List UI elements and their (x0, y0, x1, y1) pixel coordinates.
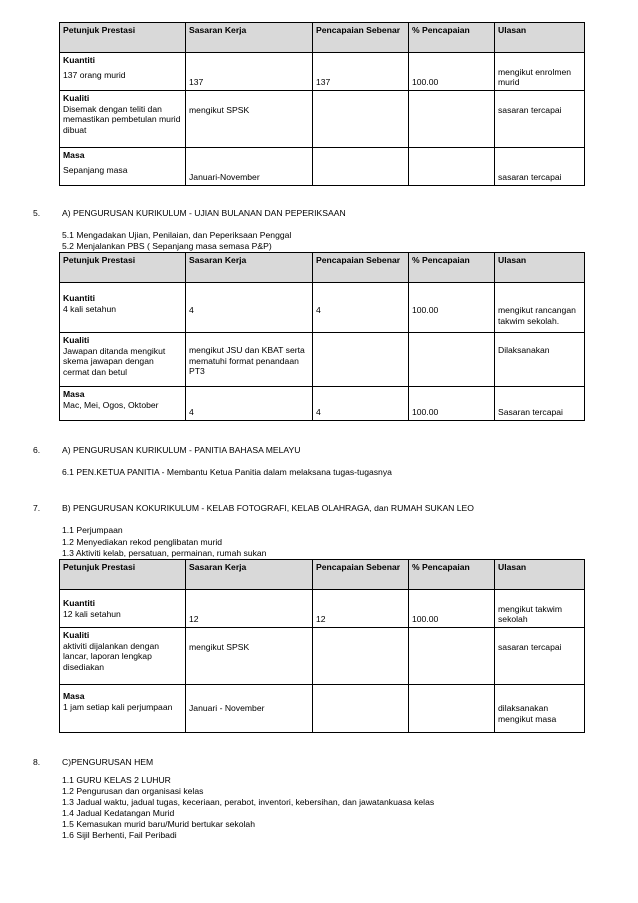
target-cell: Januari-November (186, 148, 313, 186)
section-number: 8. (33, 757, 41, 767)
target-cell: mengikut SPSK (186, 628, 313, 685)
indicator-cell (60, 590, 186, 628)
header-sasaran: Sasaran Kerja (186, 253, 313, 283)
percent-cell (409, 91, 495, 148)
row-label: Masa (63, 389, 85, 399)
list-item: 1.5 Kemasukan murid baru/Murid bertukar sekolah (62, 819, 255, 829)
row-desc: Mac, Mei, Ogos, Oktober (63, 399, 159, 410)
section-number: 7. (33, 503, 41, 513)
header-ulasan: Ulasan (495, 23, 585, 53)
actual-cell: 12 (313, 590, 409, 628)
row-desc: 4 kali setahun (63, 303, 117, 314)
actual-cell (313, 91, 409, 148)
section-title: B) PENGURUSAN KOKURIKULUM - KELAB FOTOGRAFI, KELAB OLAHRAGA, dan RUMAH SUKAN LEO (62, 503, 474, 513)
percent-cell (409, 685, 495, 733)
actual-cell: 4 (313, 283, 409, 333)
indicator-cell (60, 53, 186, 91)
row-desc: Sepanjang masa (63, 164, 128, 175)
remark-cell: mengikut enrolmen murid (495, 53, 585, 91)
row-label: Masa (63, 691, 85, 701)
percent-cell: 100.00 (409, 590, 495, 628)
header-peratus: % Pencapaian (409, 560, 495, 590)
performance-table-3 (59, 559, 585, 733)
indicator-cell (60, 685, 186, 733)
header-sasaran: Sasaran Kerja (186, 23, 313, 53)
table-row (60, 590, 585, 628)
header-peratus: % Pencapaian (409, 253, 495, 283)
header-ulasan: Ulasan (495, 560, 585, 590)
table-header-row (60, 253, 585, 283)
section-title: C)PENGURUSAN HEM (62, 757, 154, 767)
list-item: 5.1 Mengadakan Ujian, Penilaian, dan Peperiksaan Penggal (62, 230, 292, 240)
table-row (60, 283, 585, 333)
remark-cell: sasaran tercapai (495, 91, 585, 148)
actual-cell (313, 685, 409, 733)
header-peratus: % Pencapaian (409, 23, 495, 53)
row-desc: Jawapan ditanda mengikut skema jawapan dengan cermat dan betul (63, 345, 166, 378)
list-item: 1.4 Jadual Kedatangan Murid (62, 808, 175, 818)
list-item: 1.3 Jadual waktu, jadual tugas, keceriaan, perabot, inventori, kebersihan, dan jawatankuasa kelas (62, 797, 435, 807)
header-pencapaian: Pencapaian Sebenar (313, 253, 409, 283)
actual-cell: 137 (313, 53, 409, 91)
target-cell: Januari - November (186, 685, 313, 733)
list-item: 6.1 PEN.KETUA PANITIA - Membantu Ketua Panitia dalam melaksana tugas-tugasnya (62, 467, 392, 477)
percent-cell: 100.00 (409, 283, 495, 333)
section-title: A) PENGURUSAN KURIKULUM - PANITIA BAHASA MELAYU (62, 445, 301, 455)
remark-cell: mengikut takwim sekolah (495, 590, 585, 628)
target-cell: mengikut JSU dan KBAT serta mematuhi format penandaan PT3 (186, 333, 313, 387)
table-row (60, 628, 585, 685)
row-desc: aktiviti dijalankan dengan lancar, laporan lengkap disediakan (63, 640, 160, 673)
header-pencapaian: Pencapaian Sebenar (313, 560, 409, 590)
target-cell: mengikut SPSK (186, 91, 313, 148)
target-cell: 12 (186, 590, 313, 628)
target-cell: 4 (186, 387, 313, 421)
row-label: Kuantiti (63, 55, 95, 65)
table-row (60, 685, 585, 733)
header-pencapaian: Pencapaian Sebenar (313, 23, 409, 53)
remark-cell: mengikut rancangan takwim sekolah. (495, 283, 585, 333)
list-item: 1.3 Aktiviti kelab, persatuan, permainan, rumah sukan (62, 548, 267, 558)
actual-cell (313, 333, 409, 387)
header-sasaran: Sasaran Kerja (186, 560, 313, 590)
indicator-cell (60, 628, 186, 685)
table-row (60, 53, 585, 91)
percent-cell: 100.00 (409, 53, 495, 91)
row-desc: 1 jam setiap kali perjumpaan (63, 701, 173, 712)
section-title: A) PENGURUSAN KURIKULUM - UJIAN BULANAN DAN PEPERIKSAAN (62, 208, 346, 218)
remark-cell: dilaksanakan mengikut masa (495, 685, 585, 733)
actual-cell (313, 628, 409, 685)
header-petunjuk: Petunjuk Prestasi (60, 253, 186, 283)
remark-cell: sasaran tercapai (495, 148, 585, 186)
list-item: 1.1 Perjumpaan (62, 525, 123, 535)
list-item: 5.2 Menjalankan PBS ( Sepanjang masa semasa P&P) (62, 241, 272, 251)
row-desc: Disemak dengan teliti dan memastikan pembetulan murid dibuat (63, 103, 181, 136)
row-label: Kualiti (63, 93, 90, 103)
table-header-row (60, 23, 585, 53)
percent-cell (409, 628, 495, 685)
list-item: 1.2 Pengurusan dan organisasi kelas (62, 786, 204, 796)
row-label: Kuantiti (63, 598, 95, 608)
performance-table-1 (59, 22, 585, 186)
table-row (60, 387, 585, 421)
table-row (60, 148, 585, 186)
performance-table-2 (59, 252, 585, 421)
header-petunjuk: Petunjuk Prestasi (60, 23, 186, 53)
row-label: Masa (63, 150, 85, 160)
actual-cell (313, 148, 409, 186)
table-header-row (60, 560, 585, 590)
header-ulasan: Ulasan (495, 253, 585, 283)
table-row (60, 91, 585, 148)
percent-cell: 100.00 (409, 387, 495, 421)
remark-cell: sasaran tercapai (495, 628, 585, 685)
percent-cell (409, 333, 495, 387)
indicator-cell (60, 333, 186, 387)
row-label: Kualiti (63, 335, 90, 345)
indicator-cell (60, 387, 186, 421)
target-cell: 137 (186, 53, 313, 91)
list-item: 1.2 Menyediakan rekod penglibatan murid (62, 537, 223, 547)
actual-cell: 4 (313, 387, 409, 421)
list-item: 1.1 GURU KELAS 2 LUHUR (62, 775, 171, 785)
row-label: Kuantiti (63, 293, 95, 303)
percent-cell (409, 148, 495, 186)
header-petunjuk: Petunjuk Prestasi (60, 560, 186, 590)
row-desc: 137 orang murid (63, 69, 126, 80)
indicator-cell (60, 91, 186, 148)
section-number: 6. (33, 445, 41, 455)
target-cell: 4 (186, 283, 313, 333)
indicator-cell (60, 148, 186, 186)
list-item: 1.6 Sijil Berhenti, Fail Peribadi (62, 830, 177, 840)
section-number: 5. (33, 208, 41, 218)
indicator-cell (60, 283, 186, 333)
row-desc: 12 kali setahun (63, 608, 121, 619)
remark-cell: Dilaksanakan (495, 333, 585, 387)
row-label: Kualiti (63, 630, 90, 640)
remark-cell: Sasaran tercapai (495, 387, 585, 421)
table-row (60, 333, 585, 387)
